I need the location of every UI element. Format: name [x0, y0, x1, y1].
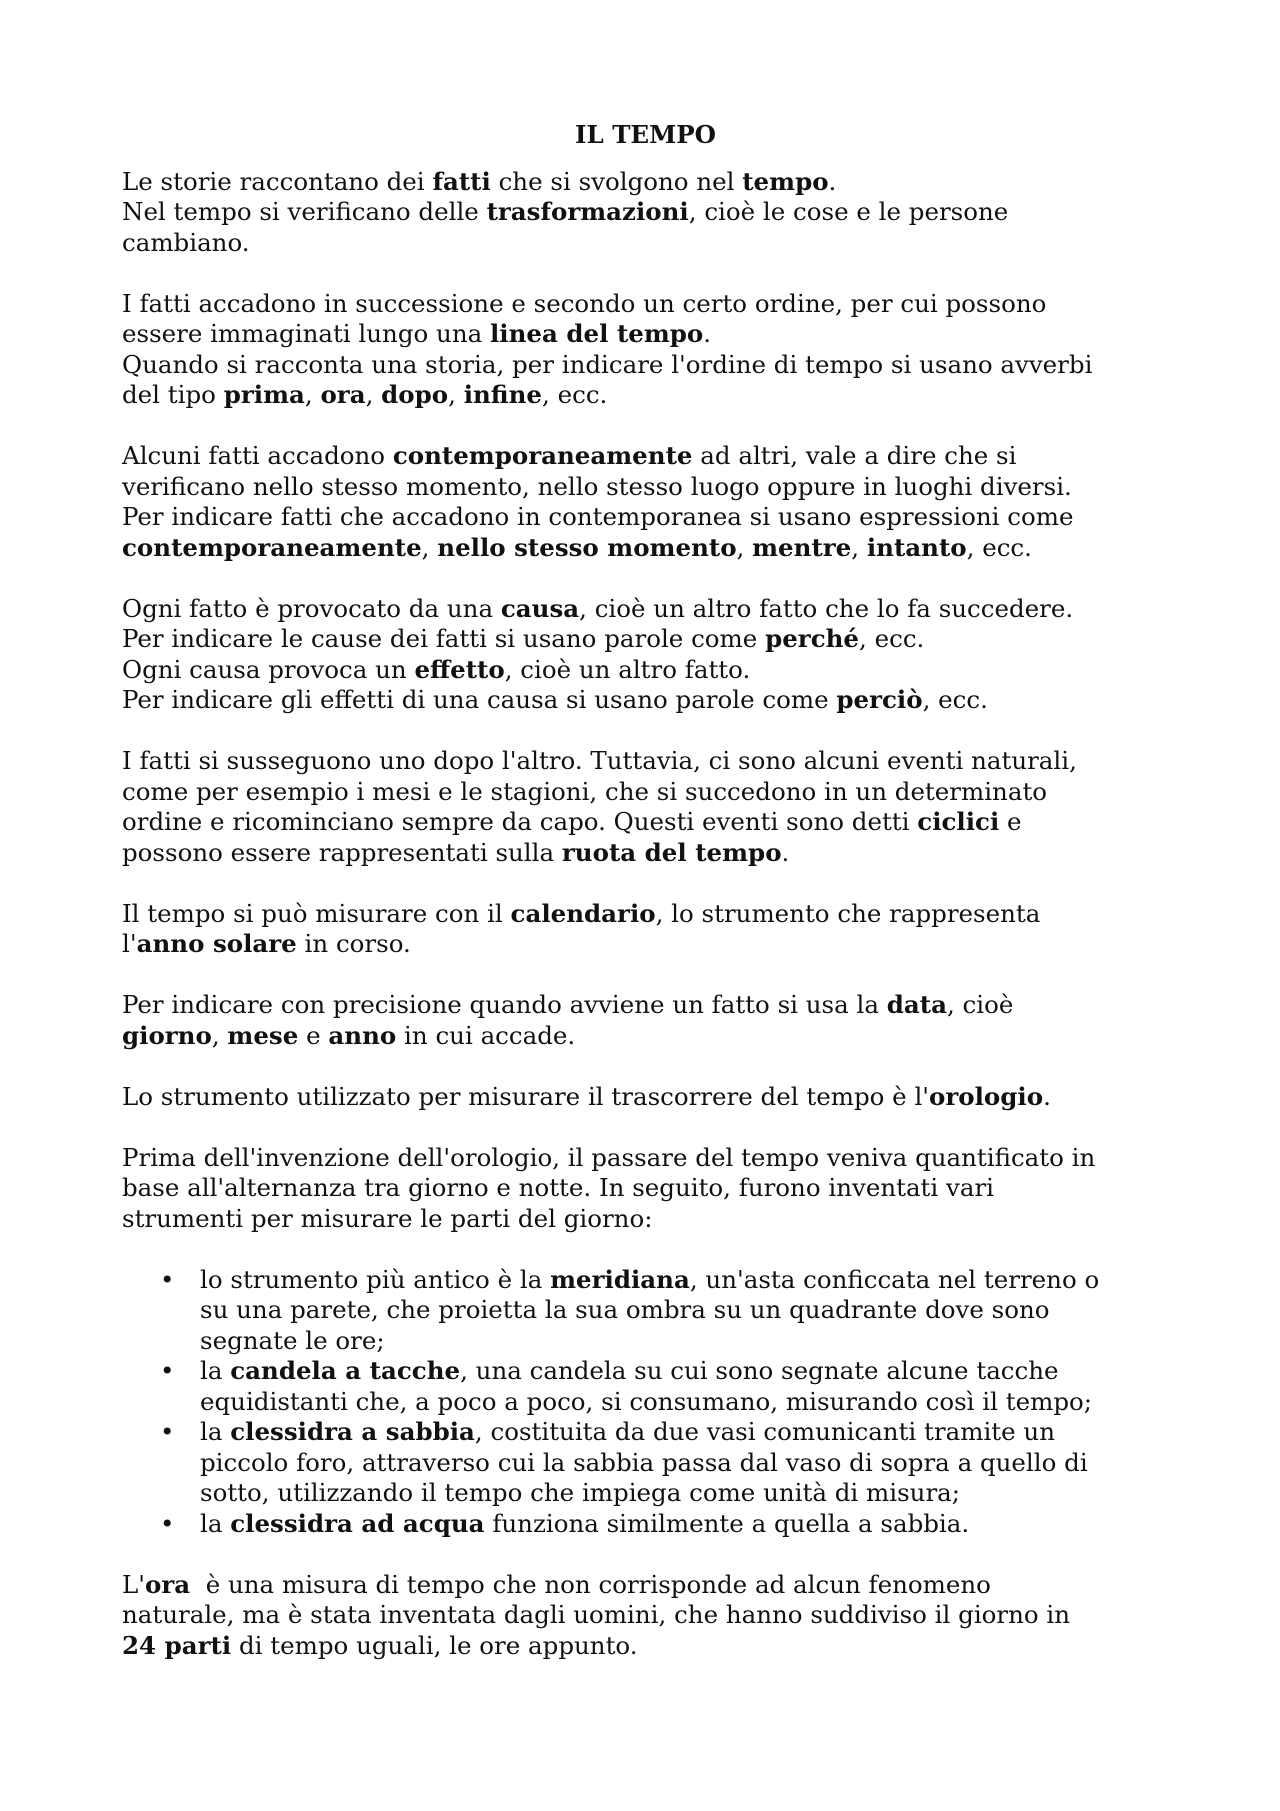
text-run: e [298, 1020, 329, 1050]
text-run: Nel tempo si verificano delle [122, 197, 487, 226]
text-run: Per indicare le cause dei fatti si usano parole come [122, 624, 766, 653]
text-line [122, 472, 1182, 503]
text-line [122, 685, 1182, 716]
text-run: , [304, 380, 321, 409]
text-run: la [200, 1356, 231, 1385]
text-line [122, 777, 1182, 808]
bold-term: candela a tacche [230, 1356, 461, 1385]
text-run: equidistanti che, a poco a poco, si consumano, misurando così il tempo; [200, 1386, 1093, 1416]
text-run: , ecc. [859, 624, 925, 653]
paragraph [122, 899, 1182, 960]
text-run: la [200, 1508, 231, 1538]
paragraph [122, 746, 1182, 868]
text-run: strumenti per misurare le parti del giorno: [122, 1203, 653, 1233]
text-run: lo strumento più antico è la [200, 1264, 551, 1294]
text-run: , lo strumento che rappresenta [655, 898, 1041, 928]
text-line [122, 441, 1182, 472]
paragraph [122, 289, 1182, 411]
bold-term: infine [463, 380, 543, 409]
text-run: , [211, 1020, 228, 1050]
text-run: Il tempo si può misurare con il [122, 898, 511, 928]
text-run: naturale, ma è stata inventata dagli uomini, che hanno suddiviso il giorno in [122, 1600, 1071, 1629]
text-line [122, 197, 1182, 228]
text-line [200, 1387, 1182, 1418]
text-line [122, 594, 1182, 625]
text-line [122, 167, 1182, 198]
text-line [122, 380, 1182, 411]
bold-term: clessidra ad acqua [230, 1508, 485, 1538]
text-run: , cioè le cose e le persone [688, 197, 1009, 226]
bold-term: nello stesso momento [437, 532, 737, 562]
text-line [122, 1600, 1182, 1631]
bold-term: contemporaneamente [392, 441, 693, 470]
text-line [122, 655, 1182, 686]
body-paragraphs [122, 167, 1182, 1235]
text-run: , ecc. [542, 380, 608, 409]
bold-term: causa [500, 593, 580, 623]
text-run: Prima dell'invenzione dell'orologio, il passare del tempo veniva quantificato in [122, 1142, 1096, 1172]
text-line [122, 624, 1182, 655]
text-line [122, 1021, 1182, 1052]
text-run: , ecc. [966, 532, 1032, 562]
bold-term: intanto [866, 532, 967, 562]
text-line [200, 1356, 1182, 1387]
text-line [122, 1570, 1182, 1601]
text-run: , [421, 532, 438, 562]
text-run: cambiano. [122, 227, 250, 257]
bold-term: perciò [836, 685, 923, 714]
text-line [200, 1326, 1182, 1357]
text-run: base all'alternanza tra giorno e notte. In seguito, furono inventati vari [122, 1173, 995, 1202]
bold-term: mese [227, 1020, 299, 1050]
text-run: , [736, 532, 753, 562]
text-run: . [828, 166, 837, 196]
text-run: come per esempio i mesi e le stagioni, che si succedono in un determinato [122, 776, 1048, 806]
bullet-icon: • [160, 1508, 175, 1538]
bold-term: data [886, 990, 947, 1019]
document-page [122, 120, 1182, 1692]
text-run: Lo strumento utilizzato per misurare il trascorrere del tempo è l' [122, 1081, 930, 1111]
paragraph [122, 990, 1182, 1051]
list-item [122, 1265, 1182, 1357]
text-run: che si svolgono nel [490, 166, 743, 196]
bold-term: orologio [929, 1081, 1044, 1111]
bold-term: effetto [414, 654, 505, 684]
text-run: Per indicare gli effetti di una causa si usano parole come [122, 685, 837, 714]
bold-term: anno [328, 1020, 397, 1050]
text-line [122, 319, 1182, 350]
text-line [200, 1265, 1182, 1296]
text-line [122, 899, 1182, 930]
text-line [122, 990, 1182, 1021]
bold-term: tempo [742, 166, 829, 196]
text-run: , una candela su cui sono segnate alcune tacche [460, 1356, 1059, 1385]
bold-term: 24 parti [122, 1630, 232, 1660]
text-line [122, 350, 1182, 381]
text-line [122, 502, 1182, 533]
bold-term: prima [223, 380, 305, 409]
text-run: Per indicare fatti che accadono in contemporanea si usano espressioni come [122, 502, 1074, 531]
text-line [122, 1082, 1182, 1113]
paragraph [122, 441, 1182, 563]
text-run: , cioè un altro fatto che lo fa succedere. [579, 593, 1074, 623]
bold-term: dopo [381, 380, 449, 409]
list-item [122, 1509, 1182, 1540]
text-run: in cui accade. [396, 1020, 576, 1050]
bullet-icon: • [160, 1417, 175, 1446]
bold-term: mentre [752, 532, 852, 562]
text-run: in corso. [296, 929, 411, 958]
text-line [200, 1478, 1182, 1509]
text-run: verificano nello stesso momento, nello stesso luogo oppure in luoghi diversi. [122, 471, 1072, 501]
text-run: possono essere rappresentati sulla [122, 837, 562, 867]
text-line [200, 1417, 1182, 1448]
text-line [122, 289, 1182, 320]
text-line [122, 1143, 1182, 1174]
text-run: , cioè un altro fatto. [504, 654, 751, 684]
paragraph [122, 1082, 1182, 1113]
text-run: ordine e ricominciano sempre da capo. Questi eventi sono detti [122, 807, 918, 836]
text-run: . [703, 319, 712, 348]
list-item [122, 1417, 1182, 1509]
bold-term: linea del tempo [490, 319, 704, 348]
text-run: ad altri, vale a dire che si [692, 441, 1017, 470]
document-title: IL TEMPO [574, 120, 716, 149]
text-run: , un'asta conficcata nel terreno o [689, 1264, 1100, 1294]
bullet-icon: • [160, 1264, 175, 1294]
instruments-list [122, 1265, 1182, 1540]
text-run: su una parete, che proietta la sua ombra su un quadrante dove sono [200, 1295, 1050, 1324]
final-paragraph [122, 1570, 1182, 1662]
text-run: , ecc. [922, 685, 988, 714]
text-run: segnate le ore; [200, 1325, 385, 1355]
text-run: la [200, 1417, 231, 1446]
bold-term: calendario [510, 898, 656, 928]
text-run: L' [122, 1569, 146, 1599]
bold-term: ora [145, 1569, 191, 1599]
bullet-icon: • [160, 1356, 175, 1385]
text-line [122, 533, 1182, 564]
text-run: di tempo uguali, le ore appunto. [231, 1630, 638, 1660]
text-run: e [999, 807, 1022, 836]
list-item [122, 1356, 1182, 1417]
text-run: , costituita da due vasi comunicanti tramite un [474, 1417, 1055, 1446]
text-run: I fatti si susseguono uno dopo l'altro. Tuttavia, ci sono alcuni eventi naturali, [122, 746, 1077, 775]
text-line [122, 838, 1182, 869]
text-run: I fatti accadono in successione e secondo un certo ordine, per cui possono [122, 288, 1047, 318]
text-line [122, 746, 1182, 777]
text-run: , [448, 380, 464, 409]
text-run: è una misura di tempo che non corrisponde ad alcun fenomeno [190, 1569, 991, 1599]
text-run: Ogni fatto è provocato da una [122, 593, 501, 623]
bold-term: contemporaneamente [122, 532, 422, 562]
paragraph [122, 167, 1182, 259]
bold-term: trasformazioni [486, 197, 689, 226]
text-line [122, 1173, 1182, 1204]
text-line [122, 807, 1182, 838]
bold-term: ruota del tempo [561, 837, 782, 867]
text-line [200, 1509, 1182, 1540]
text-run: essere immaginati lungo una [122, 319, 490, 348]
text-run: , cioè [946, 990, 1014, 1019]
text-line [122, 228, 1182, 259]
paragraph [122, 594, 1182, 716]
text-run: l' [122, 929, 137, 958]
bold-term: clessidra a sabbia [230, 1417, 475, 1446]
text-run: sotto, utilizzando il tempo che impiega come unità di misura; [200, 1478, 961, 1507]
bold-term: meridiana [550, 1264, 690, 1294]
bold-term: anno solare [136, 929, 297, 958]
bold-term: fatti [432, 166, 491, 196]
text-line [122, 1204, 1182, 1235]
text-line [200, 1448, 1182, 1479]
text-run: . [781, 837, 790, 867]
text-run: , [851, 532, 867, 562]
text-run: piccolo foro, attraverso cui la sabbia passa dal vaso di sopra a quello di [200, 1447, 1088, 1477]
text-run: Quando si racconta una storia, per indicare l'ordine di tempo si usano avverbi [122, 349, 1093, 379]
bold-term: perché [765, 624, 860, 653]
text-run: Per indicare con precisione quando avviene un fatto si usa la [122, 990, 887, 1019]
text-run: . [1043, 1081, 1051, 1111]
text-run: Le storie raccontano dei [122, 166, 433, 196]
text-line [200, 1295, 1182, 1326]
text-run: funziona similmente a quella a sabbia. [484, 1508, 970, 1538]
text-run: , [365, 380, 382, 409]
paragraph [122, 1143, 1182, 1235]
text-run: Ogni causa provoca un [122, 654, 415, 684]
text-line [122, 1631, 1182, 1662]
bold-term: ciclici [917, 807, 1000, 836]
text-run: Alcuni fatti accadono [122, 441, 393, 470]
bold-term: giorno [122, 1020, 212, 1050]
bold-term: ora [320, 380, 366, 409]
text-line [122, 929, 1182, 960]
text-run: del tipo [122, 380, 224, 409]
